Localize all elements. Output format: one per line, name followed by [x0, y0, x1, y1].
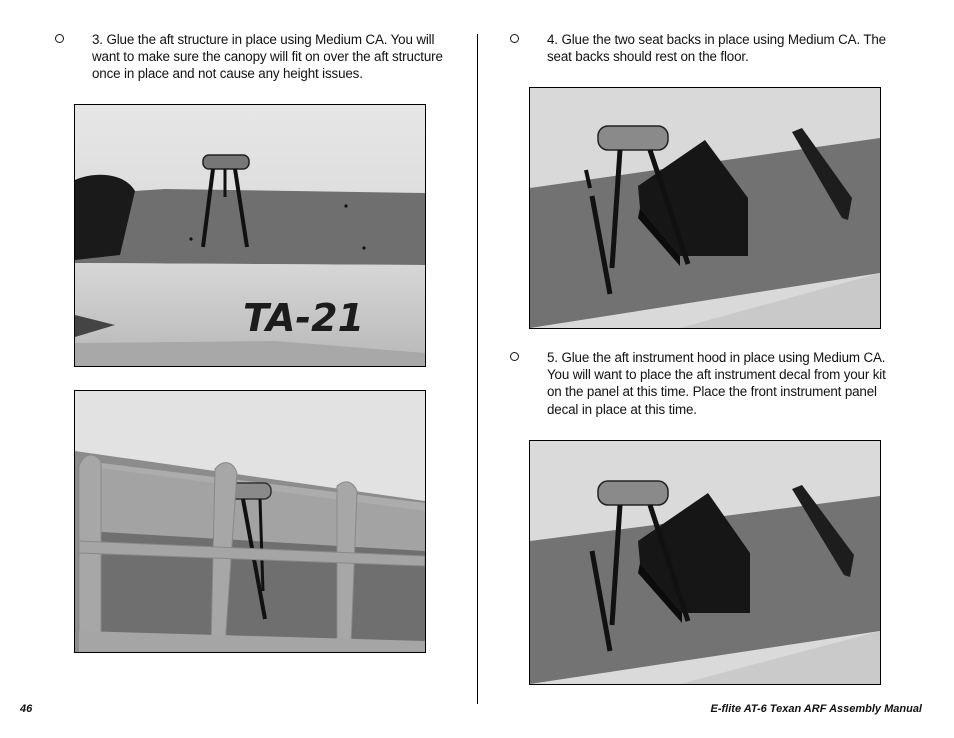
step-5-instruction: Glue the aft instrument hood in place using Medium CA. You will want to place the aft instrument decal from your kit on the panel at this time. Place the front instrument panel decal in place at this time.	[547, 350, 886, 417]
step-5	[510, 349, 895, 418]
step-3-checkbox-icon	[55, 34, 64, 43]
step-3-instruction: Glue the aft structure in place using Medium CA. You will want to make sure the canopy will fit on over the aft structure once in place and not cause any height issues.	[92, 32, 443, 82]
step-3-number: 3.	[92, 32, 103, 47]
step-5-number: 5.	[547, 350, 558, 365]
page-number: 46	[20, 703, 33, 715]
photo-seat-backs	[529, 87, 881, 329]
photo-aft-structure	[74, 104, 426, 367]
photo-canopy-fit-image	[75, 391, 425, 652]
step-4-checkbox-icon	[510, 34, 519, 43]
step-4-text	[547, 31, 895, 65]
step-5-text	[547, 349, 895, 418]
photo-instrument-hood	[529, 440, 881, 685]
column-divider	[477, 34, 478, 704]
step-4-number: 4.	[547, 32, 558, 47]
photo-canopy-fit	[74, 390, 426, 653]
step-4	[510, 31, 895, 65]
photo-instrument-hood-image	[530, 441, 880, 684]
photo-aft-structure-image	[75, 105, 425, 366]
manual-title: E-flite AT-6 Texan ARF Assembly Manual	[710, 703, 922, 715]
photo-seat-backs-image	[530, 88, 880, 328]
step-3-text	[92, 31, 447, 83]
step-3	[55, 31, 447, 83]
fuselage-marking-text: TA-21	[243, 296, 365, 340]
step-4-instruction: Glue the two seat backs in place using Medium CA. The seat backs should rest on the floor.	[547, 32, 886, 65]
step-5-checkbox-icon	[510, 352, 519, 361]
